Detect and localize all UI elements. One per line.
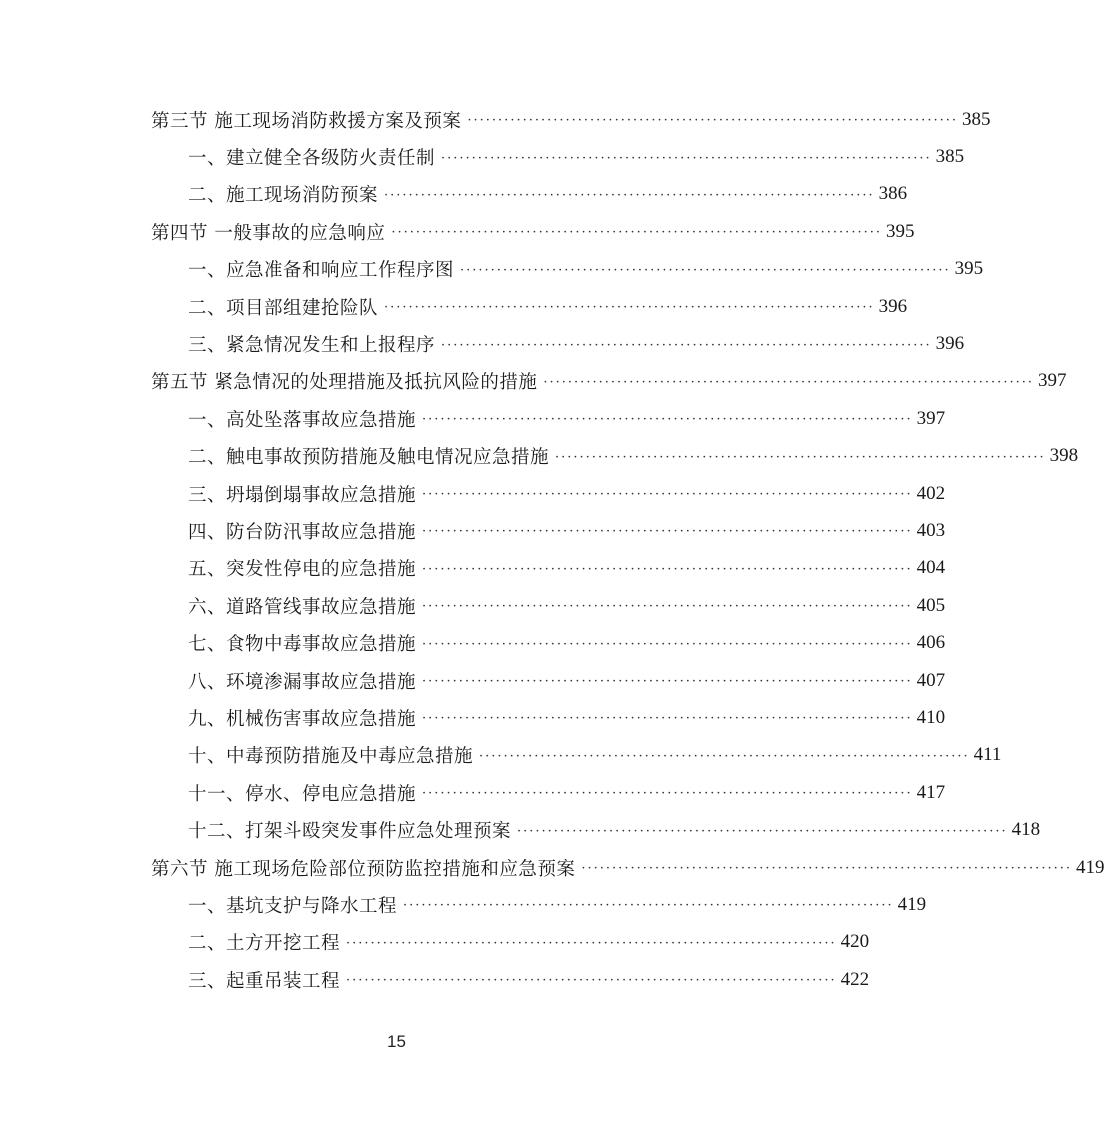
toc-leader-dots: ················································································: [422, 636, 913, 652]
toc-entry-title: 十、中毒预防措施及中毒应急措施: [188, 746, 474, 768]
toc-leader-dots: ················································································: [441, 150, 932, 166]
toc-subsection-entry: [151, 512, 946, 549]
toc-entry-page: 402: [916, 482, 946, 504]
toc-entry-page: 406: [916, 632, 946, 654]
toc-subsection-entry: [151, 811, 1041, 848]
toc-entry-page: 419: [1075, 856, 1104, 878]
toc-entry-title: 三、紧急情况发生和上报程序: [188, 335, 436, 357]
toc-entry-page: 417: [916, 781, 946, 803]
toc-entry-page: 395: [885, 220, 915, 242]
toc-entry-page: 397: [1037, 370, 1067, 392]
toc-section-entry: [151, 849, 1104, 886]
toc-subsection-entry: [151, 699, 946, 736]
toc-entry-page: 385: [935, 146, 965, 168]
toc-entry-title: 三、起重吊装工程: [188, 970, 341, 992]
toc-leader-dots: ················································································: [346, 973, 837, 989]
toc-subsection-entry: [151, 774, 946, 811]
toc-entry-title: 九、机械伤害事故应急措施: [188, 708, 417, 730]
toc-entry-page: 397: [916, 407, 946, 429]
toc-subsection-entry: [151, 400, 946, 437]
toc-section-entry: [151, 101, 991, 138]
toc-section-entry: [151, 213, 915, 250]
toc-entry-title: 三、坍塌倒塌事故应急措施: [188, 484, 417, 506]
toc-entry-title: 第四节 一般事故的应急响应: [151, 222, 386, 244]
toc-subsection-entry: [151, 438, 1079, 475]
toc-entry-title: 第六节 施工现场危险部位预防监控措施和应急预案: [151, 858, 576, 880]
toc-entry-title: 五、突发性停电的应急措施: [188, 559, 417, 581]
table-of-contents: [151, 101, 1104, 998]
toc-entry-page: 386: [878, 183, 908, 205]
toc-entry-title: 一、基坑支护与降水工程: [188, 895, 398, 917]
toc-subsection-entry: [151, 886, 927, 923]
toc-leader-dots: ················································································: [422, 487, 913, 503]
page-number: 15: [387, 1032, 406, 1051]
toc-entry-title: 二、触电事故预防措施及触电情况应急措施: [188, 447, 550, 469]
toc-entry-title: 一、建立健全各级防火责任制: [188, 148, 436, 170]
toc-entry-title: 二、项目部组建抢险队: [188, 297, 379, 319]
toc-leader-dots: ················································································: [467, 113, 958, 129]
toc-leader-dots: ················································································: [422, 561, 913, 577]
toc-entry-title: 四、防台防汛事故应急措施: [188, 521, 417, 543]
toc-entry-title: 七、食物中毒事故应急措施: [188, 634, 417, 656]
toc-entry-page: 418: [1011, 819, 1041, 841]
toc-leader-dots: ················································································: [384, 300, 875, 316]
toc-subsection-entry: [151, 475, 946, 512]
toc-entry-title: 六、道路管线事故应急措施: [188, 596, 417, 618]
toc-subsection-entry: [151, 924, 870, 961]
toc-section-entry: [151, 363, 1067, 400]
toc-entry-title: 二、土方开挖工程: [188, 933, 341, 955]
toc-leader-dots: ················································································: [422, 786, 913, 802]
toc-leader-dots: ················································································: [384, 187, 875, 203]
toc-entry-title: 一、高处坠落事故应急措施: [188, 409, 417, 431]
toc-leader-dots: ················································································: [422, 674, 913, 690]
toc-subsection-entry: [151, 961, 870, 998]
toc-subsection-entry: [151, 288, 908, 325]
toc-entry-page: 385: [961, 108, 991, 130]
toc-subsection-entry: [151, 550, 946, 587]
toc-leader-dots: ················································································: [346, 935, 837, 951]
toc-subsection-entry: [151, 662, 946, 699]
toc-leader-dots: ················································································: [460, 262, 951, 278]
toc-subsection-entry: [151, 325, 965, 362]
toc-entry-title: 第三节 施工现场消防救援方案及预案: [151, 110, 462, 132]
toc-entry-page: 403: [916, 519, 946, 541]
toc-subsection-entry: [151, 587, 946, 624]
toc-leader-dots: ················································································: [441, 337, 932, 353]
toc-subsection-entry: [151, 176, 908, 213]
toc-entry-page: 410: [916, 706, 946, 728]
toc-leader-dots: ················································································: [479, 748, 970, 764]
toc-subsection-entry: [151, 624, 946, 661]
toc-entry-title: 二、施工现场消防预案: [188, 185, 379, 207]
toc-entry-page: 411: [973, 744, 1002, 766]
toc-leader-dots: ················································································: [403, 898, 894, 914]
toc-leader-dots: ················································································: [581, 861, 1072, 876]
toc-subsection-entry: [151, 251, 984, 288]
toc-leader-dots: ················································································: [517, 823, 1008, 839]
toc-entry-title: 八、环境渗漏事故应急措施: [188, 671, 417, 693]
toc-entry-page: 419: [897, 893, 927, 915]
toc-entry-title: 十二、打架斗殴突发事件应急处理预案: [188, 821, 512, 843]
toc-subsection-entry: [151, 737, 1002, 774]
toc-entry-page: 407: [916, 669, 946, 691]
toc-entry-title: 一、应急准备和响应工作程序图: [188, 260, 455, 282]
toc-entry-title: 第五节 紧急情况的处理措施及抵抗风险的措施: [151, 372, 538, 394]
toc-entry-page: 422: [840, 968, 870, 990]
toc-leader-dots: ················································································: [422, 412, 913, 428]
toc-entry-page: 396: [935, 333, 965, 355]
toc-leader-dots: ················································································: [391, 225, 882, 241]
toc-entry-title: 十一、停水、停电应急措施: [188, 783, 417, 805]
toc-leader-dots: ················································································: [543, 374, 1034, 390]
toc-entry-page: 398: [1049, 445, 1079, 467]
toc-leader-dots: ················································································: [422, 711, 913, 727]
toc-entry-page: 396: [878, 295, 908, 317]
toc-entry-page: 405: [916, 594, 946, 616]
toc-leader-dots: ················································································: [555, 449, 1046, 465]
toc-leader-dots: ················································································: [422, 599, 913, 615]
toc-subsection-entry: [151, 138, 965, 175]
toc-entry-page: 404: [916, 557, 946, 579]
toc-entry-page: 420: [840, 931, 870, 953]
toc-entry-page: 395: [954, 258, 984, 280]
toc-leader-dots: ················································································: [422, 524, 913, 540]
